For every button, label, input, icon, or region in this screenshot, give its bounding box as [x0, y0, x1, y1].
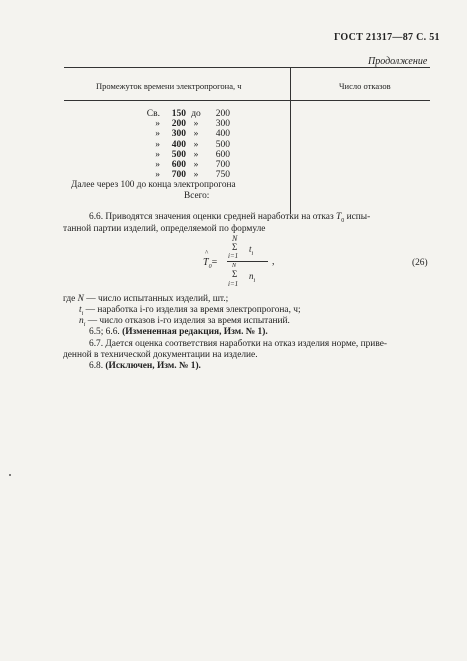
formula-top-sum: Σ — [232, 242, 238, 252]
where-desc: — число испытанных изделий, шт.; — [86, 294, 229, 304]
where-symbol: t — [79, 305, 82, 315]
table-total-row: Всего: — [184, 191, 210, 201]
where-symbol: N — [77, 294, 84, 304]
row-from: 150 — [171, 109, 186, 119]
p66-end: испы- — [346, 212, 371, 222]
row-to: 600 — [215, 149, 230, 160]
formula-bottom-n: N — [232, 263, 237, 269]
row-from: 600 — [171, 160, 186, 171]
formula-lhs — [203, 257, 217, 270]
row-from: 400 — [171, 139, 186, 150]
row-to-word: » — [193, 149, 199, 160]
formula-top-index: i=1 — [228, 252, 239, 260]
table-top-rule — [64, 67, 430, 68]
row-prefix: » — [155, 160, 160, 171]
table-row — [142, 119, 230, 129]
column-header-failures: Число отказов — [339, 81, 391, 91]
formula-top-n: N — [232, 234, 238, 243]
formula-bottom-index: i=1 — [228, 280, 239, 288]
paragraph-6-6-line2: танной партии изделий, определяемой по формуле — [63, 224, 266, 234]
table-further-row: Далее через 100 до конца электропрогона — [71, 180, 236, 190]
where-lead: где — [63, 294, 76, 304]
p65-number: 6.5; 6.6. — [89, 327, 120, 337]
formula-bottom-term-sub: i — [253, 277, 256, 284]
paragraph-6-8 — [89, 361, 201, 371]
row-to-word: » — [193, 170, 199, 181]
formula-lhs-symbol: T — [203, 257, 209, 268]
formula-hat: ^ — [205, 249, 209, 257]
row-prefix: » — [155, 170, 160, 181]
p65-amendment: (Измененная редакция, Изм. № 1). — [122, 327, 268, 337]
row-prefix: » — [155, 129, 160, 140]
paragraph-6-6-line1 — [89, 212, 370, 224]
row-to-word: » — [193, 160, 199, 171]
paragraph-6-7-line1: 6.7. Дается оценка соответствия наработки на отказ изделия норме, приве- — [89, 339, 387, 349]
row-prefix: » — [155, 139, 160, 150]
scan-speck — [9, 474, 11, 476]
p66-symbol-sub: 0 — [341, 217, 345, 224]
table-row — [142, 129, 230, 139]
p66-text: 6.6. Приводятся значения оценки средней наработки на отказ — [89, 212, 334, 222]
formula-lhs-sub: 0 — [208, 264, 212, 270]
formula-top-term — [249, 244, 253, 257]
p66-symbol: T — [336, 212, 342, 222]
where-symbol-sub: i — [83, 321, 86, 328]
table-row — [142, 170, 230, 180]
formula-bottom-term-symbol: n — [249, 271, 254, 281]
table-row — [142, 150, 230, 160]
table-row — [142, 160, 230, 170]
row-from: 200 — [171, 119, 186, 130]
paragraph-6-7-line2: денной в технической документации на изделие. — [63, 350, 258, 360]
row-to: 750 — [215, 170, 230, 181]
formula-comma: , — [272, 256, 275, 267]
table-row — [142, 109, 230, 119]
formula-top-term-sub: i — [251, 250, 254, 257]
formula-bottom-sum: Σ — [232, 269, 238, 279]
paragraph-6-5-amendment — [89, 327, 268, 337]
p68-excluded: (Исключен, Изм. № 1). — [105, 361, 201, 371]
formula-number: (26) — [412, 258, 428, 268]
row-to: 500 — [215, 139, 230, 150]
row-to: 400 — [215, 129, 230, 140]
row-to-word: » — [193, 139, 199, 150]
row-to-word: » — [193, 129, 199, 140]
row-from: 300 — [171, 129, 186, 140]
interval-list — [142, 109, 230, 180]
row-to-word: до — [191, 109, 201, 119]
where-symbol: n — [79, 316, 84, 326]
where-desc: — наработка i-го изделия за время электропрогона, ч; — [85, 305, 301, 315]
where-desc: — число отказов i-го изделия за время испытаний. — [87, 316, 290, 326]
row-from: 700 — [171, 170, 186, 181]
row-to-word: » — [193, 119, 199, 130]
row-to: 300 — [215, 119, 230, 130]
where-line-n — [63, 294, 228, 304]
formula-top-term-symbol: t — [249, 244, 252, 254]
row-from: 500 — [171, 149, 186, 160]
page-header-code: ГОСТ 21317—87 С. 51 — [334, 32, 440, 43]
where-symbol-sub: i — [81, 310, 84, 317]
table-column-divider — [290, 67, 291, 214]
column-header-interval: Промежуток времени электропрогона, ч — [96, 81, 242, 91]
table-row — [142, 140, 230, 150]
row-prefix: » — [155, 119, 160, 130]
formula-equals: = — [211, 257, 218, 268]
table-header-rule — [64, 100, 430, 101]
row-prefix: Св. — [146, 109, 160, 119]
row-prefix: » — [155, 149, 160, 160]
row-to: 700 — [215, 160, 230, 171]
p68-number: 6.8. — [89, 361, 104, 371]
formula-fraction-bar — [227, 261, 268, 262]
continuation-label: Продолжение — [368, 56, 428, 67]
row-to: 200 — [215, 109, 230, 119]
formula-bottom-term — [249, 271, 255, 284]
